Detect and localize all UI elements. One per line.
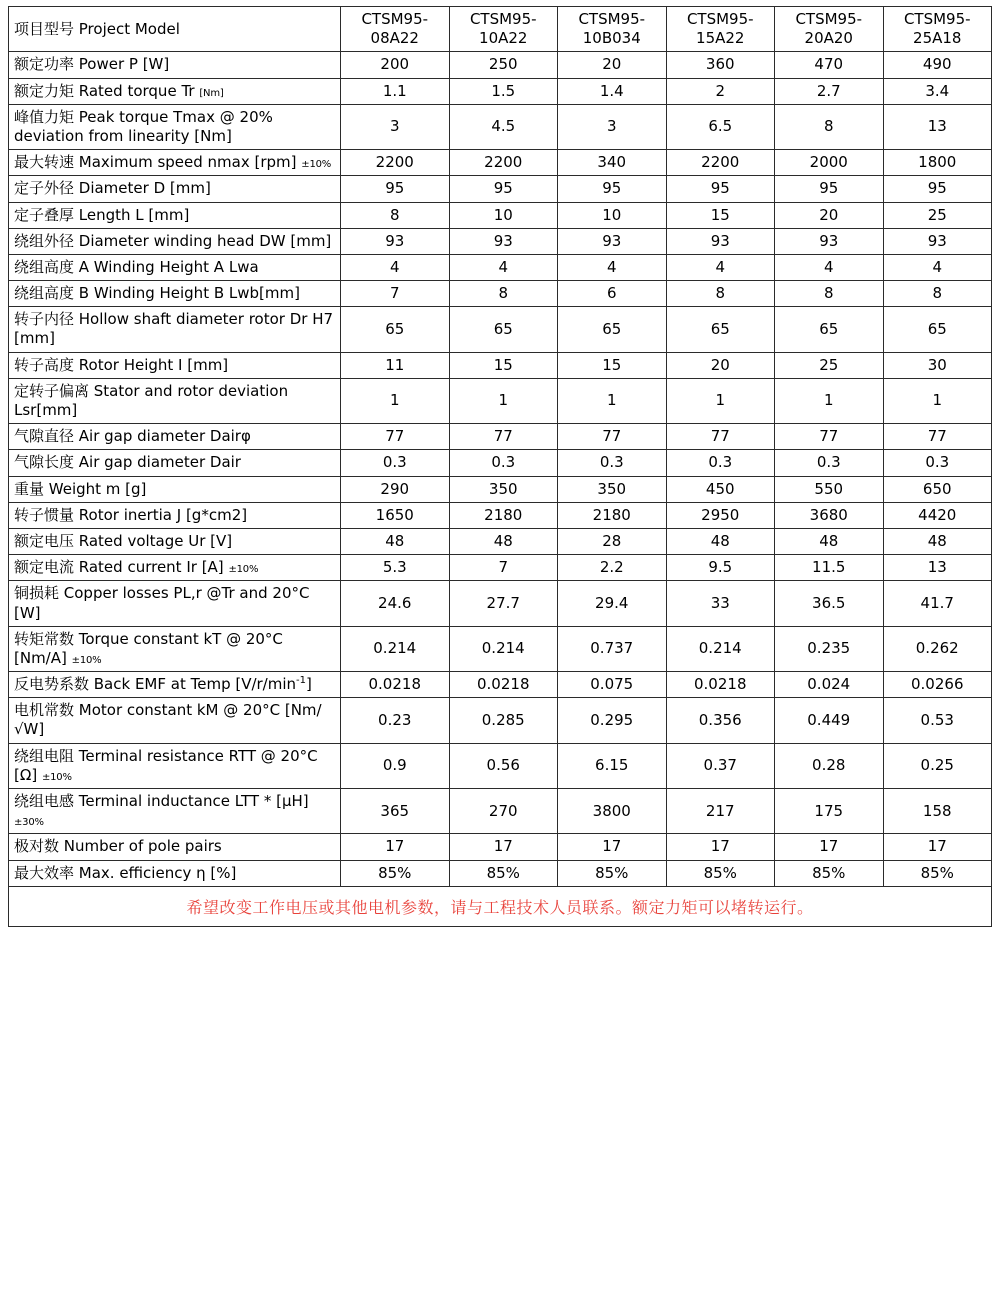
row-label-text: 定子叠厚 Length L [mm] <box>14 205 190 224</box>
row-value-cell: 0.214 <box>341 626 450 671</box>
row-value-cell: 450 <box>666 476 775 502</box>
row-value-cell: 93 <box>449 228 558 254</box>
row-value-cell: 93 <box>666 228 775 254</box>
row-value-cell: 0.53 <box>883 698 992 743</box>
row-value-cell: 650 <box>883 476 992 502</box>
table-row <box>9 104 992 149</box>
row-value-cell: 470 <box>775 52 884 78</box>
row-value-cell: 2180 <box>558 502 667 528</box>
table-row <box>9 52 992 78</box>
row-label-cell <box>9 424 341 450</box>
row-label-cell <box>9 450 341 476</box>
table-row <box>9 281 992 307</box>
footnote-note: 希望改变工作电压或其他电机参数，请与工程技术人员联系。额定力矩可以堵转运行。 <box>8 887 992 927</box>
row-label-tolerance: ±10% <box>228 564 259 576</box>
row-label-text: 额定电压 Rated voltage Ur [V] <box>14 531 233 550</box>
row-value-cell: 1 <box>775 378 884 423</box>
row-value-cell: 10 <box>449 202 558 228</box>
row-value-cell: 0.3 <box>341 450 450 476</box>
row-label-text: 最大效率 Max. efficiency η [%] <box>14 863 237 882</box>
row-value-cell: 41.7 <box>883 581 992 626</box>
row-value-cell: 0.37 <box>666 743 775 788</box>
row-value-cell: 1.5 <box>449 78 558 104</box>
row-label-cell <box>9 581 341 626</box>
row-value-cell: 1650 <box>341 502 450 528</box>
row-value-cell: 95 <box>449 176 558 202</box>
row-value-cell: 85% <box>449 860 558 886</box>
row-value-cell: 95 <box>883 176 992 202</box>
row-value-cell: 290 <box>341 476 450 502</box>
row-value-cell: 77 <box>341 424 450 450</box>
row-label-text: 转子高度 Rotor Height I [mm] <box>14 355 229 374</box>
row-label-cell <box>9 378 341 423</box>
row-value-cell: 17 <box>449 834 558 860</box>
row-value-cell: 7 <box>449 555 558 581</box>
row-value-cell: 0.214 <box>666 626 775 671</box>
row-label-cell <box>9 528 341 554</box>
row-value-cell: 0.3 <box>775 450 884 476</box>
row-value-cell: 250 <box>449 52 558 78</box>
table-row <box>9 254 992 280</box>
row-value-cell: 0.3 <box>883 450 992 476</box>
row-value-cell: 2 <box>666 78 775 104</box>
row-label-cell <box>9 254 341 280</box>
table-row <box>9 834 992 860</box>
row-label-text: 转子惯量 Rotor inertia J [g*cm2] <box>14 505 248 524</box>
row-label-cell <box>9 176 341 202</box>
row-label-cell <box>9 307 341 352</box>
row-value-cell: 30 <box>883 352 992 378</box>
table-row <box>9 228 992 254</box>
row-value-cell: 85% <box>558 860 667 886</box>
row-value-cell: 2950 <box>666 502 775 528</box>
table-row <box>9 176 992 202</box>
table-row <box>9 789 992 834</box>
row-value-cell: 93 <box>558 228 667 254</box>
row-value-cell: 6.5 <box>666 104 775 149</box>
row-value-cell: 77 <box>449 424 558 450</box>
table-row <box>9 626 992 671</box>
row-value-cell: 48 <box>449 528 558 554</box>
row-value-cell: 27.7 <box>449 581 558 626</box>
table-row <box>9 502 992 528</box>
row-value-cell: 8 <box>449 281 558 307</box>
table-row <box>9 378 992 423</box>
table-row <box>9 450 992 476</box>
row-value-cell: 360 <box>666 52 775 78</box>
row-label-text: 气隙长度 Air gap diameter Dair <box>14 453 241 472</box>
row-value-cell: 1 <box>341 378 450 423</box>
row-value-cell: 6 <box>558 281 667 307</box>
row-label-text: 重量 Weight m [g] <box>14 479 147 498</box>
row-value-cell: 11.5 <box>775 555 884 581</box>
row-value-cell: 8 <box>883 281 992 307</box>
row-label-cell <box>9 860 341 886</box>
row-value-cell: 0.262 <box>883 626 992 671</box>
header-model-cell: CTSM95-20A20 <box>775 7 884 52</box>
row-value-cell: 25 <box>883 202 992 228</box>
row-value-cell: 65 <box>341 307 450 352</box>
row-value-cell: 65 <box>558 307 667 352</box>
row-value-cell: 0.075 <box>558 672 667 698</box>
table-row <box>9 476 992 502</box>
row-value-cell: 36.5 <box>775 581 884 626</box>
row-label-cell <box>9 352 341 378</box>
row-value-cell: 270 <box>449 789 558 834</box>
row-value-cell: 4 <box>449 254 558 280</box>
row-value-cell: 2200 <box>666 150 775 176</box>
row-label-cell <box>9 150 341 176</box>
row-value-cell: 0.3 <box>558 450 667 476</box>
row-label-tolerance: ±10% <box>71 654 102 666</box>
row-value-cell: 15 <box>449 352 558 378</box>
row-label-cell <box>9 555 341 581</box>
row-label-cell <box>9 78 341 104</box>
row-value-cell: 350 <box>449 476 558 502</box>
row-value-cell: 77 <box>558 424 667 450</box>
row-label-text: 绕组电阻 Terminal resistance RTT @ 20°C [Ω] <box>14 746 318 784</box>
row-value-cell: 0.23 <box>341 698 450 743</box>
row-label-cell <box>9 834 341 860</box>
table-row <box>9 352 992 378</box>
row-value-cell: 93 <box>775 228 884 254</box>
table-row <box>9 202 992 228</box>
row-value-cell: 0.449 <box>775 698 884 743</box>
row-label-exponent: -1 <box>296 675 307 687</box>
row-label-tolerance: ±10% <box>301 159 332 171</box>
row-value-cell: 550 <box>775 476 884 502</box>
row-value-cell: 4.5 <box>449 104 558 149</box>
row-value-cell: 0.737 <box>558 626 667 671</box>
row-label-text: 气隙直径 Air gap diameter Dairφ <box>14 427 251 446</box>
row-value-cell: 0.295 <box>558 698 667 743</box>
row-label-text: 转子内径 Hollow shaft diameter rotor Dr H7 [mm] <box>14 310 334 348</box>
row-value-cell: 158 <box>883 789 992 834</box>
row-label-text: 电机常数 Motor constant kM @ 20°C [Nm/√W] <box>14 701 322 739</box>
row-value-cell: 65 <box>775 307 884 352</box>
row-value-cell: 11 <box>341 352 450 378</box>
row-label-text: 极对数 Number of pole pairs <box>14 837 222 856</box>
row-label-text: 绕组高度 A Winding Height A Lwa <box>14 257 259 276</box>
row-value-cell: 20 <box>666 352 775 378</box>
row-value-cell: 10 <box>558 202 667 228</box>
row-value-cell: 4 <box>666 254 775 280</box>
row-value-cell: 2200 <box>449 150 558 176</box>
row-value-cell: 1 <box>449 378 558 423</box>
row-value-cell: 17 <box>558 834 667 860</box>
row-value-cell: 65 <box>666 307 775 352</box>
row-label-tolerance: ±10% <box>41 771 72 783</box>
table-row <box>9 150 992 176</box>
row-label-text: 反电势系数 Back EMF at Temp [V/r/min <box>14 675 297 694</box>
row-label-text: 绕组电感 Terminal inductance LTT * [µH] <box>14 792 309 810</box>
row-label-tolerance: [Nm] <box>199 87 224 99</box>
row-value-cell: 8 <box>775 104 884 149</box>
row-value-cell: 13 <box>883 104 992 149</box>
row-value-cell: 95 <box>666 176 775 202</box>
row-value-cell: 48 <box>341 528 450 554</box>
row-value-cell: 85% <box>341 860 450 886</box>
row-value-cell: 77 <box>775 424 884 450</box>
row-value-cell: 340 <box>558 150 667 176</box>
row-value-cell: 1 <box>666 378 775 423</box>
row-value-cell: 0.235 <box>775 626 884 671</box>
row-value-cell: 2200 <box>341 150 450 176</box>
row-value-cell: 33 <box>666 581 775 626</box>
row-label-cell <box>9 672 341 698</box>
row-value-cell: 95 <box>558 176 667 202</box>
row-value-cell: 4420 <box>883 502 992 528</box>
table-row <box>9 743 992 788</box>
row-value-cell: 77 <box>883 424 992 450</box>
row-label-cell <box>9 281 341 307</box>
table-row <box>9 555 992 581</box>
row-value-cell: 17 <box>883 834 992 860</box>
row-value-cell: 5.3 <box>341 555 450 581</box>
row-label-text: 额定功率 Power P [W] <box>14 55 170 74</box>
row-value-cell: 3.4 <box>883 78 992 104</box>
row-value-cell: 3800 <box>558 789 667 834</box>
row-value-cell: 95 <box>775 176 884 202</box>
row-value-cell: 1800 <box>883 150 992 176</box>
row-value-cell: 1.1 <box>341 78 450 104</box>
table-row <box>9 424 992 450</box>
row-value-cell: 217 <box>666 789 775 834</box>
row-value-cell: 77 <box>666 424 775 450</box>
row-value-cell: 9.5 <box>666 555 775 581</box>
row-label-cell <box>9 789 341 834</box>
row-value-cell: 20 <box>775 202 884 228</box>
row-label-text: 铜损耗 Copper losses PL,r @Tr and 20°C [W] <box>14 584 310 622</box>
row-value-cell: 0.0218 <box>449 672 558 698</box>
row-value-cell: 93 <box>341 228 450 254</box>
row-label-text: 峰值力矩 Peak torque Tmax @ 20% deviation from linearity [Nm] <box>14 107 273 145</box>
row-value-cell: 175 <box>775 789 884 834</box>
row-value-cell: 25 <box>775 352 884 378</box>
row-label-cell <box>9 698 341 743</box>
row-value-cell: 4 <box>775 254 884 280</box>
row-label-text: 绕组高度 B Winding Height B Lwb[mm] <box>14 284 300 303</box>
row-label-text: 定转子偏离 Stator and rotor deviation Lsr[mm] <box>14 381 289 419</box>
row-value-cell: 13 <box>883 555 992 581</box>
row-value-cell: 17 <box>666 834 775 860</box>
row-value-cell: 48 <box>775 528 884 554</box>
row-label-cell <box>9 743 341 788</box>
table-row <box>9 581 992 626</box>
row-value-cell: 65 <box>449 307 558 352</box>
row-value-cell: 2.2 <box>558 555 667 581</box>
row-value-cell: 15 <box>558 352 667 378</box>
row-value-cell: 490 <box>883 52 992 78</box>
row-value-cell: 0.3 <box>666 450 775 476</box>
row-label-cell <box>9 52 341 78</box>
row-value-cell: 17 <box>775 834 884 860</box>
row-value-cell: 65 <box>883 307 992 352</box>
table-row <box>9 528 992 554</box>
row-label-suffix: ] <box>306 675 312 694</box>
row-label-cell <box>9 626 341 671</box>
row-value-cell: 93 <box>883 228 992 254</box>
row-value-cell: 4 <box>883 254 992 280</box>
row-label-text: 定子外径 Diameter D [mm] <box>14 179 211 198</box>
table-body <box>9 7 992 887</box>
row-label-text: 最大转速 Maximum speed nmax [rpm] <box>14 153 297 172</box>
row-value-cell: 29.4 <box>558 581 667 626</box>
row-label-text: 额定力矩 Rated torque Tr <box>14 81 195 100</box>
header-model-cell: CTSM95-10A22 <box>449 7 558 52</box>
table-row <box>9 307 992 352</box>
row-value-cell: 8 <box>341 202 450 228</box>
header-model-cell: CTSM95-15A22 <box>666 7 775 52</box>
row-value-cell: 2180 <box>449 502 558 528</box>
row-value-cell: 85% <box>666 860 775 886</box>
row-value-cell: 1 <box>558 378 667 423</box>
row-value-cell: 28 <box>558 528 667 554</box>
row-label-cell <box>9 476 341 502</box>
row-value-cell: 0.28 <box>775 743 884 788</box>
table-row <box>9 78 992 104</box>
table-row <box>9 698 992 743</box>
header-model-cell: CTSM95-08A22 <box>341 7 450 52</box>
row-value-cell: 20 <box>558 52 667 78</box>
header-model-cell: CTSM95-10B034 <box>558 7 667 52</box>
row-value-cell: 24.6 <box>341 581 450 626</box>
row-value-cell: 95 <box>341 176 450 202</box>
row-label-cell <box>9 502 341 528</box>
row-value-cell: 0.356 <box>666 698 775 743</box>
row-value-cell: 8 <box>666 281 775 307</box>
row-value-cell: 365 <box>341 789 450 834</box>
row-value-cell: 0.285 <box>449 698 558 743</box>
row-value-cell: 7 <box>341 281 450 307</box>
row-value-cell: 4 <box>341 254 450 280</box>
row-label-tolerance: ±30% <box>14 817 44 829</box>
row-value-cell: 1.4 <box>558 78 667 104</box>
row-value-cell: 0.0218 <box>666 672 775 698</box>
row-value-cell: 48 <box>883 528 992 554</box>
row-value-cell: 85% <box>775 860 884 886</box>
row-label-cell <box>9 202 341 228</box>
row-value-cell: 0.25 <box>883 743 992 788</box>
row-value-cell: 3 <box>341 104 450 149</box>
row-label-text: 转矩常数 Torque constant kT @ 20°C [Nm/A] <box>14 629 283 667</box>
row-value-cell: 3 <box>558 104 667 149</box>
row-value-cell: 17 <box>341 834 450 860</box>
row-value-cell: 3680 <box>775 502 884 528</box>
motor-spec-table <box>8 6 992 887</box>
row-value-cell: 8 <box>775 281 884 307</box>
row-value-cell: 1 <box>883 378 992 423</box>
row-value-cell: 0.0218 <box>341 672 450 698</box>
row-value-cell: 0.214 <box>449 626 558 671</box>
header-label-cell: 项目型号 Project Model <box>9 7 341 52</box>
row-value-cell: 85% <box>883 860 992 886</box>
row-value-cell: 350 <box>558 476 667 502</box>
row-value-cell: 4 <box>558 254 667 280</box>
row-value-cell: 200 <box>341 52 450 78</box>
row-value-cell: 0.56 <box>449 743 558 788</box>
table-header-row <box>9 7 992 52</box>
row-value-cell: 0.3 <box>449 450 558 476</box>
row-value-cell: 2000 <box>775 150 884 176</box>
row-label-cell <box>9 228 341 254</box>
row-value-cell: 0.9 <box>341 743 450 788</box>
header-model-cell: CTSM95-25A18 <box>883 7 992 52</box>
row-value-cell: 0.024 <box>775 672 884 698</box>
row-value-cell: 2.7 <box>775 78 884 104</box>
row-label-text: 绕组外径 Diameter winding head DW [mm] <box>14 231 332 250</box>
row-label-text: 额定电流 Rated current Ir [A] <box>14 558 224 577</box>
row-value-cell: 6.15 <box>558 743 667 788</box>
table-row <box>9 672 992 698</box>
row-value-cell: 48 <box>666 528 775 554</box>
table-row <box>9 860 992 886</box>
row-value-cell: 15 <box>666 202 775 228</box>
row-label-cell <box>9 104 341 149</box>
row-value-cell: 0.0266 <box>883 672 992 698</box>
